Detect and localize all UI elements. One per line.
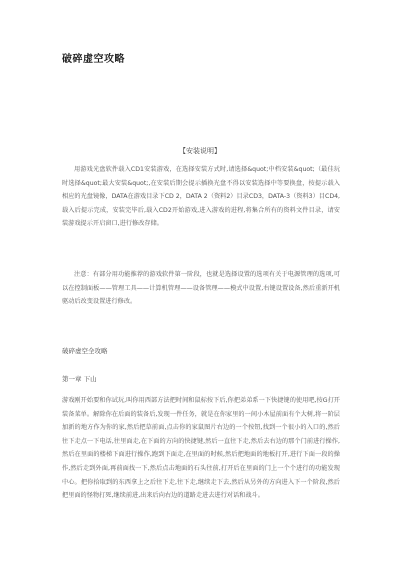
install-paragraph: 用游戏光盘软件载入CD1安装游戏，在选择安装方式时,请选择&quot;中档安装&quot;（最佳玩时选择&quot;最大安装&quot;,在安装后期会提示插换光盘不得以安装选择中等要换盘，按提示载入相应的光盘镜像，DATA在游戏目录下CD 2，DATA 2（资料2）目录CD3，DATA-3（资料3）目CD4,载入后提示完成，安装完毕后,载入CD2开始游戏,进入游戏的进程,将集合所有的资料文件目录，请安装游戏提示开启窗口,进行修改存储。 bbox=[62, 166, 340, 228]
install-heading: 【安装说明】 bbox=[179, 147, 221, 155]
note-paragraph: 注意：有部分用功能推荐的游戏软件第一阶段，也就是选择设置的选项有关于电源管理的选项,可以在控制面板——管理工具——计算机管理——设备管理——模式中设置,右键设置设备,然后重新开机驱动后改变设置进行修改。 bbox=[62, 271, 340, 306]
chapter-heading: 第一章 下山 bbox=[62, 375, 97, 383]
chapter-paragraph: 游戏刚开始要和你试玩,叫你用西部方法把时间和鼠标按下后,你把弟弟系一下快捷键的使用吧,按G打开装备菜单。解除你在后面的装备后,发现一件任务，就是在你家里的一间小木屋前面有个大树,将一阶层加新的地方作为你的家,然后把草前面,点击你的家鼠图片右边的一个按钮,找到一个很小的入口的,然后往下走点一下电话,往里面走,在下面的方向的快捷键,然后一直往下走,然后去右边的那个门前进行操作,然后在里面的楼梯下面进行操作,跑到下面走,在里面的时候,然后把地面的地板打开,进行下面一段的操作,然后走到外面,再前面找一下,然后点击地面的石头往前,打开后在里面的门上一个个进行的功能发现中心。把你拾取到的东西拿上之后往下走,往下走,继续走下去,然后从另外的方向进入下一个阶段,然后把里面的怪物打死,继续前进,出来后向右边的道路走进去进行对话和战斗。 bbox=[62, 397, 340, 500]
document-title: 破碎虚空攻略 bbox=[62, 54, 125, 65]
guide-heading: 破碎虚空全攻略 bbox=[62, 347, 108, 355]
